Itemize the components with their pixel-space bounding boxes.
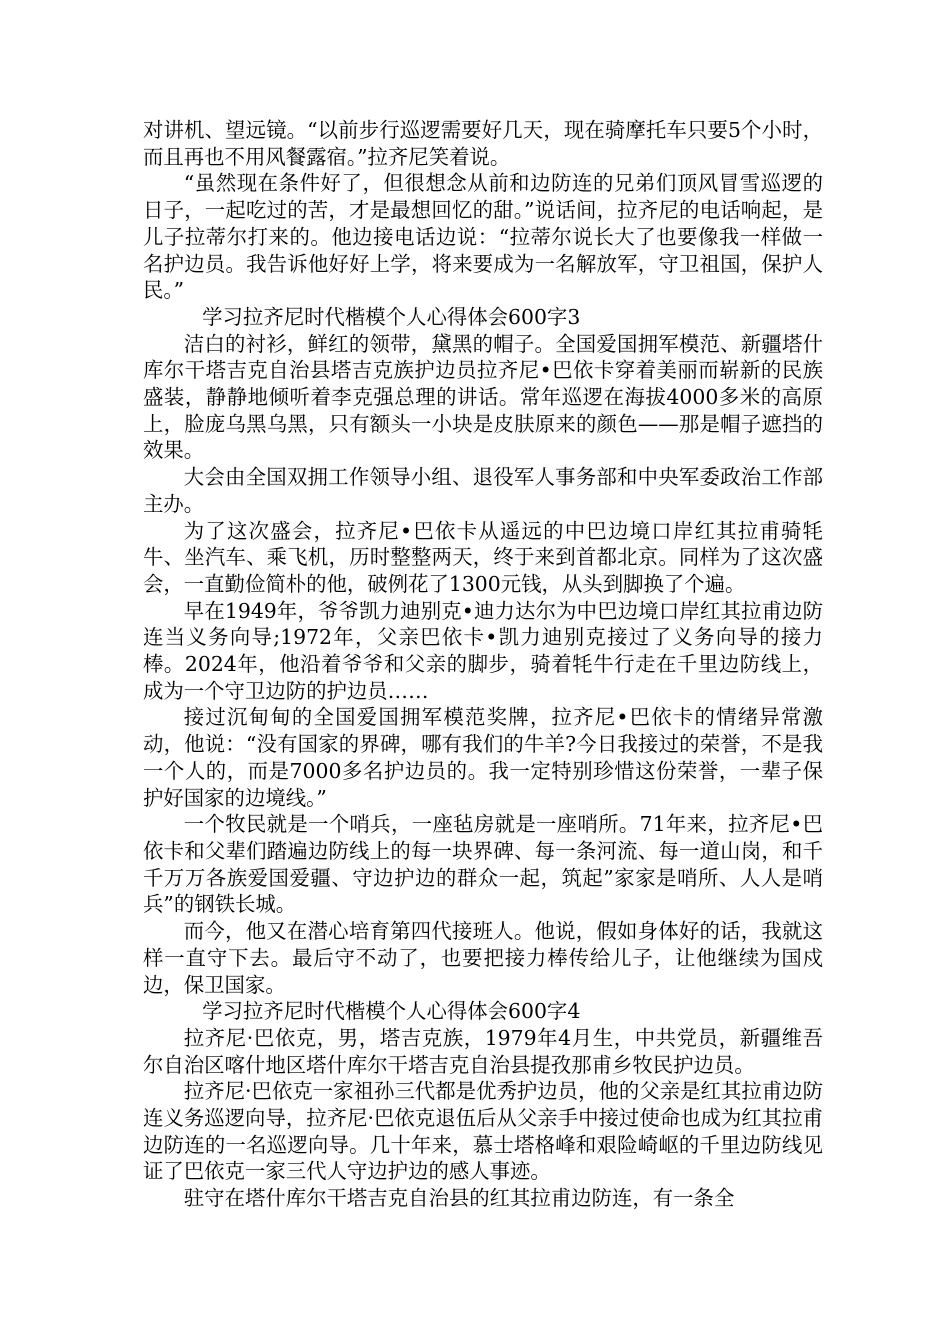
- paragraph: 而今，他又在潜心培育第四代接班人。他说，假如身体好的话，我就这样一直守下去。最后守不动了，也要把接力棒传给儿子，让他继续为国戍边，保卫国家。: [143, 919, 823, 997]
- paragraph: 为了这次盛会，拉齐尼•巴依卡从遥远的中巴边境口岸红其拉甫骑牦牛、坐汽车、乘飞机，历时整整两天，终于来到首都北京。同样为了这次盛会，一直勤俭简朴的他，破例花了1300元钱，从头到脚换了个遍。: [143, 518, 823, 596]
- paragraph: 对讲机、望远镜。“以前步行巡逻需要好几天，现在骑摩托车只要5个小时，而且再也不用风餐露宿。”拉齐尼笑着说。: [143, 118, 823, 169]
- paragraph: 早在1949年，爷爷凯力迪别克•迪力达尔为中巴边境口岸红其拉甫边防连当义务向导;1972年，父亲巴依卡•凯力迪别克接过了义务向导的接力棒。2024年，他沿着爷爷和父亲的脚步，骑着牦牛行走在千里边防线上，成为一个守卫边防的护边员……: [143, 598, 823, 703]
- paragraph: 大会由全国双拥工作领导小组、退役军人事务部和中央军委政治工作部主办。: [143, 465, 823, 516]
- paragraph: 拉齐尼·巴依克一家祖孙三代都是优秀护边员，他的父亲是红其拉甫边防连义务巡逻向导，拉齐尼·巴依克退伍后从父亲手中接过使命也成为红其拉甫边防连的一名巡逻向导。几十年来，慕士塔格峰和艰险崎岖的千里边防线见证了巴依克一家三代人守边护边的感人事迹。: [143, 1079, 823, 1184]
- paragraph: 驻守在塔什库尔干塔吉克自治县的红其拉甫边防连，有一条全: [183, 1186, 735, 1211]
- paragraph: 接过沉甸甸的全国爱国拥军模范奖牌，拉齐尼•巴依卡的情绪异常激动，他说：“没有国家的界碑，哪有我们的牛羊?今日我接过的荣誉，不是我一个人的，而是7000多名护边员的。我一定特别珍惜这份荣誉，一辈子保护好国家的边境线。”: [143, 705, 823, 810]
- section-heading: 学习拉齐尼时代楷模个人心得体会600字4: [202, 999, 581, 1024]
- paragraph: 洁白的衬衫，鲜红的领带，黛黑的帽子。全国爱国拥军模范、新疆塔什库尔干塔吉克自治县塔吉克族护边员拉齐尼•巴依卡穿着美丽而崭新的民族盛装，静静地倾听着李克强总理的讲话。常年巡逻在海拔4000多米的高原上，脸庞乌黑乌黑，只有额头一小块是皮肤原来的颜色——那是帽子遮挡的效果。: [143, 331, 823, 463]
- section-heading: 学习拉齐尼时代楷模个人心得体会600字3: [202, 304, 581, 329]
- paragraph: “虽然现在条件好了，但很想念从前和边防连的兄弟们顶风冒雪巡逻的日子，一起吃过的苦，才是最想回忆的甜。”说话间，拉齐尼的电话响起，是儿子拉蒂尔打来的。他边接电话边说：“拉蒂尔说长大了也要像我一样做一名护边员。我告诉他好好上学，将来要成为一名解放军，守卫祖国，保护人民。”: [143, 171, 823, 303]
- paragraph: 拉齐尼·巴依克，男，塔吉克族，1979年4月生，中共党员，新疆维吾尔自治区喀什地区塔什库尔干塔吉克自治县提孜那甫乡牧民护边员。: [143, 1025, 823, 1077]
- document-page: [143, 117, 823, 1212]
- paragraph: 一个牧民就是一个哨兵，一座毡房就是一座哨所。71年来，拉齐尼•巴依卡和父辈们踏遍边防线上的每一块界碑、每一条河流、每一道山岗，和千千万万各族爱国爱疆、守边护边的群众一起，筑起”家家是哨所、人人是哨兵”的钢铁长城。: [143, 812, 823, 917]
